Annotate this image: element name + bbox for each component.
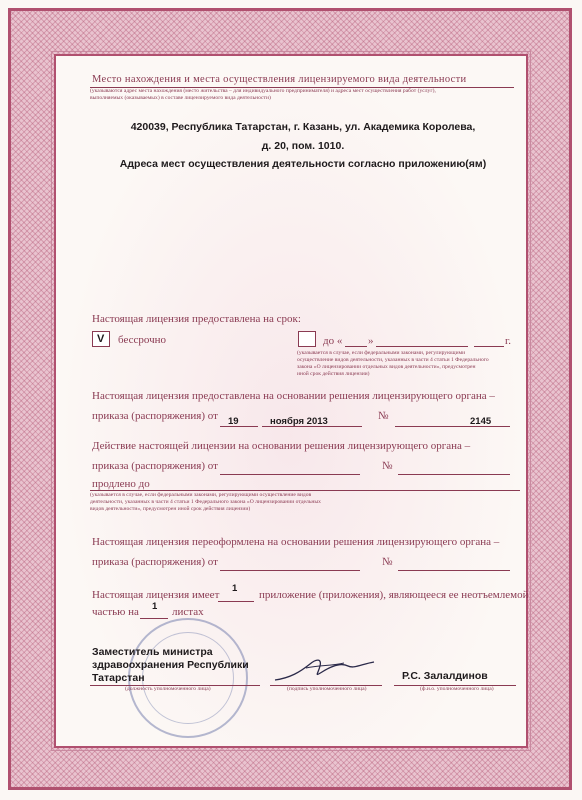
signature-hint: (подпись уполномоченного лица) [287,686,367,692]
position-line-3: Татарстан [92,672,145,684]
address-line-1: 420039, Республика Татарстан, г. Казань, ул. Академика Королева, [130,121,476,133]
term-hint-1: (указывается в случае, если федеральными законами, регулирующими [297,350,466,356]
position-line-2: здравоохранения Республики [92,659,249,671]
indefinite-checkbox[interactable] [92,331,110,347]
decision-line-1: Настоящая лицензия предоставлена на основании решения лицензирующего органа – [92,390,495,402]
decision-number: 2145 [470,416,492,427]
until-prefix: до « [323,335,343,347]
appendix-text-after: приложение (приложения), являющееся ее неотъемлемой [259,589,529,601]
location-hint-1: (указываются адрес места нахождения (место жительства – для индивидуального предпринимателя) и адреса мест осуществления работ (услуг), [90,88,436,94]
address-line-2: д. 20, пом. 1010. [261,140,345,152]
until-year-suffix: г. [505,335,512,347]
extension-hint-1: (указывается в случае, если федеральными законами, регулирующими осуществление видов [90,492,312,498]
name-hint: (ф.и.о. уполномоченного лица) [420,686,494,692]
appendix-sheets: 1 [152,601,158,612]
decision-month-year: ноября 2013 [270,416,328,427]
location-heading: Место нахождения и места осуществления лицензируемого вида деятельности [92,74,467,85]
term-hint-4: иной срок действия лицензии) [297,371,370,377]
appendix-text-before: Настоящая лицензия имеет [92,589,220,601]
appendix-part-prefix: частью на [92,606,139,618]
until-mid: » [368,335,374,347]
location-hint-2: выполняемых (оказываемых) в составе лицензируемого вида деятельности) [90,95,271,101]
term-label: Настоящая лицензия предоставлена на срок: [92,313,301,325]
term-hint-3: закона «О лицензировании отдельных видов деятельности», предусмотрен [297,364,476,370]
checkbox-mark: V [97,333,105,345]
reissue-line-1: Настоящая лицензия переоформлена на основании решения лицензирующего органа – [92,536,500,548]
term-hint-2: осуществление видов деятельности, указанных в части 4 статьи 1 Федерального [297,357,489,363]
decision-number-sign: № [378,410,389,422]
extension-number-sign: № [382,460,393,472]
extension-order-label: приказа (распоряжения) от [92,460,218,472]
decision-day: 19 [228,416,239,427]
position-line-1: Заместитель министра [92,646,213,658]
official-seal [128,618,248,738]
indefinite-label: бессрочно [118,334,167,346]
reissue-number-sign: № [382,556,393,568]
handwritten-signature [270,650,380,686]
appendix-part-suffix: листах [172,606,204,618]
extended-label: продлено до [92,478,150,490]
extension-hint-3: видов деятельности», предусмотрен иной срок действия лицензии) [90,506,251,512]
appendix-count: 1 [232,583,238,594]
extension-hint-2: деятельности, указанных в части 4 статьи 1 Федерального закона «О лицензировании отдельных [90,499,321,505]
extension-line-1: Действие настоящей лицензии на основании решения лицензирующего органа – [92,440,471,452]
until-checkbox[interactable] [298,331,316,347]
address-line-3: Адреса мест осуществления деятельности согласно приложению(ям) [119,158,487,170]
decision-order-label: приказа (распоряжения) от [92,410,218,422]
signer-name: Р.С. Залалдинов [402,670,488,682]
reissue-order-label: приказа (распоряжения) от [92,556,218,568]
position-hint: (должность уполномоченного лица) [125,686,211,692]
